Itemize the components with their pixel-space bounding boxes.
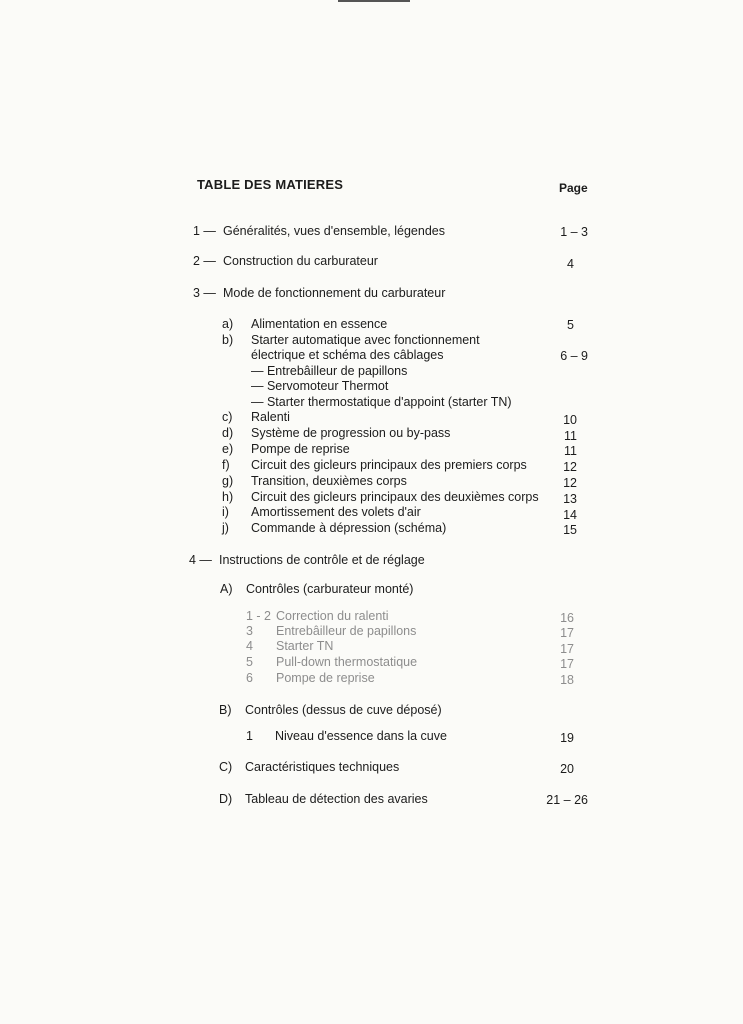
sub-item-label: Système de progression ou by-pass <box>251 426 451 440</box>
sub-item-label: Amortissement des volets d'air <box>251 505 421 519</box>
check-item-page: 18 <box>560 673 574 687</box>
sub-item-letter: j) <box>222 521 229 535</box>
group-c-page: 20 <box>560 762 574 776</box>
group-b-letter: B) <box>219 703 232 717</box>
check-item-number: 1 - 2 <box>246 609 272 623</box>
sub-item-letter: f) <box>222 458 230 472</box>
section-1-page: 1 – 3 <box>560 225 588 239</box>
section-4-label: Instructions de contrôle et de réglage <box>219 553 425 567</box>
group-b-label: Contrôles (dessus de cuve déposé) <box>245 703 442 717</box>
group-c-label: Caractéristiques techniques <box>245 760 400 774</box>
section-3-number: 3 — <box>193 286 216 300</box>
toc-title: TABLE DES MATIERES <box>197 177 344 192</box>
sub-item-label: électrique et schéma des câblages <box>251 348 444 362</box>
check-item-page: 17 <box>560 626 574 640</box>
check-item-label: Pompe de reprise <box>276 671 375 685</box>
check-item-number: 4 <box>246 639 253 653</box>
section-1-number: 1 — <box>193 224 216 238</box>
check-item-page: 19 <box>560 731 574 745</box>
sub-item-label: Starter automatique avec fonctionnement <box>251 333 480 347</box>
section-2-page: 4 <box>567 257 574 271</box>
group-c-letter: C) <box>219 760 233 774</box>
sub-item-page: 11 <box>564 429 577 443</box>
group-d-page: 21 – 26 <box>546 793 588 807</box>
scan-artifact <box>338 0 410 2</box>
check-item-number: 6 <box>246 671 253 685</box>
check-item-label: Correction du ralenti <box>276 609 389 623</box>
group-d-letter: D) <box>219 792 233 806</box>
sub-item-label: — Entrebâilleur de papillons <box>251 364 408 378</box>
check-item-number: 5 <box>246 655 253 669</box>
sub-item-page: 14 <box>563 508 577 522</box>
sub-item-label: — Starter thermostatique d'appoint (starter TN) <box>251 395 512 409</box>
sub-item-letter: i) <box>222 505 229 519</box>
section-3-label: Mode de fonctionnement du carburateur <box>223 286 446 300</box>
sub-item-label: Alimentation en essence <box>251 317 388 331</box>
sub-item-label: Circuit des gicleurs principaux des deuxièmes corps <box>251 490 539 504</box>
section-2-label: Construction du carburateur <box>223 254 378 268</box>
sub-item-page: 13 <box>563 492 577 506</box>
check-item-number: 1 <box>246 729 253 743</box>
check-item-number: 3 <box>246 624 253 638</box>
sub-item-page: 11 <box>564 444 577 458</box>
sub-item-label: — Servomoteur Thermot <box>251 379 389 393</box>
sub-item-page: 10 <box>563 413 577 427</box>
sub-item-page: 6 – 9 <box>560 349 588 363</box>
sub-item-letter: c) <box>222 410 233 424</box>
check-item-label: Entrebâilleur de papillons <box>276 624 417 638</box>
sub-item-page: 5 <box>567 318 574 332</box>
sub-item-letter: g) <box>222 474 234 488</box>
sub-item-label: Ralenti <box>251 410 290 424</box>
sub-item-label: Commande à dépression (schéma) <box>251 521 447 535</box>
sub-item-label: Transition, deuxièmes corps <box>251 474 407 488</box>
sub-item-page: 12 <box>563 460 577 474</box>
section-2-number: 2 — <box>193 254 216 268</box>
sub-item-letter: b) <box>222 333 234 347</box>
group-a-letter: A) <box>220 582 233 596</box>
check-item-label: Niveau d'essence dans la cuve <box>275 729 447 743</box>
group-a-label: Contrôles (carburateur monté) <box>246 582 414 596</box>
section-4-number: 4 — <box>189 553 212 567</box>
sub-item-label: Circuit des gicleurs principaux des premiers corps <box>251 458 527 472</box>
section-1-label: Généralités, vues d'ensemble, légendes <box>223 224 445 238</box>
sub-item-page: 15 <box>563 523 577 537</box>
check-item-label: Pull-down thermostatique <box>276 655 418 669</box>
page-column-header: Page <box>559 181 588 195</box>
check-item-page: 17 <box>560 642 574 656</box>
check-item-page: 17 <box>560 657 574 671</box>
check-item-page: 16 <box>560 611 574 625</box>
sub-item-letter: d) <box>222 426 234 440</box>
check-item-label: Starter TN <box>276 639 334 653</box>
sub-item-letter: h) <box>222 490 234 504</box>
group-d-label: Tableau de détection des avaries <box>245 792 428 806</box>
sub-item-letter: a) <box>222 317 234 331</box>
sub-item-letter: e) <box>222 442 234 456</box>
sub-item-page: 12 <box>563 476 577 490</box>
sub-item-label: Pompe de reprise <box>251 442 350 456</box>
